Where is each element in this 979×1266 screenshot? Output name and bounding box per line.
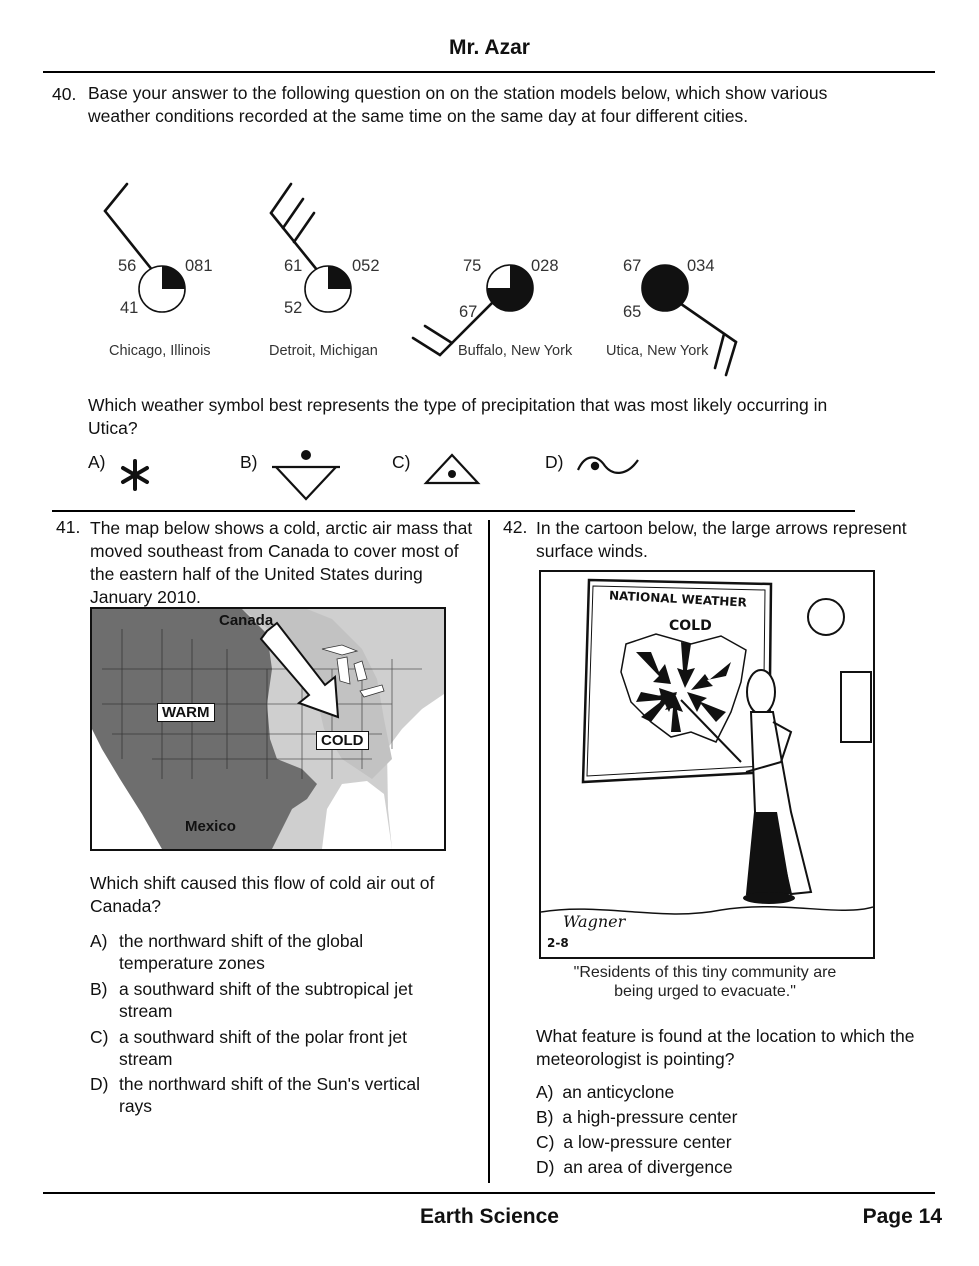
buffalo-temp: 75	[463, 257, 482, 275]
utica-pressure: 034	[687, 257, 715, 275]
chicago-temp: 56	[118, 257, 137, 275]
q41-choice-c-text-cont: stream	[119, 1049, 173, 1069]
q41-choice-c-text: a southward shift of the polar front jet	[119, 1027, 407, 1047]
column-divider	[488, 520, 490, 1183]
map-label-warm: WARM	[157, 703, 215, 722]
q41-number: 41.	[56, 517, 81, 537]
cold-air-map	[90, 607, 446, 851]
q40-bottom-rule	[52, 510, 855, 512]
q42-number: 42.	[503, 517, 528, 537]
utica-dewpoint: 65	[623, 303, 642, 321]
detroit-city-label: Detroit, Michigan	[269, 343, 378, 359]
q42-choice-c-label: C)	[536, 1132, 555, 1152]
map-label-mexico: Mexico	[185, 818, 236, 835]
buffalo-pressure: 028	[531, 257, 559, 275]
q42-choice-a-text: an anticyclone	[562, 1082, 675, 1102]
cartoon-board-cold: COLD	[669, 618, 712, 634]
footer-page-number: Page 14	[862, 1205, 942, 1228]
snow-asterisk-icon[interactable]	[118, 458, 152, 492]
q42-question: What feature is found at the location to which the meteorologist is pointing?	[536, 1026, 915, 1069]
utica-temp: 67	[623, 257, 642, 275]
detroit-temp: 61	[284, 257, 303, 275]
q40-choice-c-label[interactable]: C)	[392, 452, 411, 472]
cartoon-caption-line2: being urged to evacuate."	[614, 983, 796, 1000]
q40-question: Which weather symbol best represents the type of precipitation that was most likely occurring in Utica?	[88, 395, 828, 438]
q42-choice-b-text: a high-pressure center	[562, 1107, 738, 1127]
hail-icon[interactable]	[423, 452, 481, 486]
cartoon-signature: Wagner	[563, 912, 626, 931]
q41-choice-a-text-cont: temperature zones	[119, 953, 265, 973]
q42-choice-a-label: A)	[536, 1082, 554, 1102]
q41-choice-c-label: C)	[90, 1027, 109, 1047]
q40-choice-d-label[interactable]: D)	[545, 452, 564, 472]
page-header-title: Mr. Azar	[449, 36, 530, 59]
q42-choice-a[interactable]	[536, 1081, 926, 1103]
q41-choice-a-label: A)	[90, 931, 108, 951]
q41-choice-b-label: B)	[90, 979, 108, 999]
footer-subject: Earth Science	[420, 1205, 559, 1228]
header-rule	[43, 71, 935, 73]
q41-choice-d-text-cont: rays	[119, 1096, 153, 1116]
q42-choice-b[interactable]	[536, 1106, 926, 1128]
q41-choice-b-text-cont: stream	[119, 1001, 173, 1021]
map-label-cold: COLD	[316, 731, 369, 750]
q41-choice-d-label: D)	[90, 1074, 109, 1094]
footer-rule	[43, 1192, 935, 1194]
q40-prompt: Base your answer to the following question on on the station models below, which show various weather conditions recorded at the same time on the same day at four different cities.	[88, 83, 828, 126]
q42-choice-c[interactable]	[536, 1131, 926, 1153]
q42-choice-d-text: an area of divergence	[563, 1157, 733, 1177]
cartoon-board-title: NATIONAL WEATHER	[608, 588, 748, 610]
q40-choice-b-label[interactable]: B)	[240, 452, 258, 472]
freezing-rain-icon[interactable]	[575, 452, 641, 478]
chicago-city-label: Chicago, Illinois	[109, 343, 211, 359]
detroit-dewpoint: 52	[284, 299, 303, 317]
q41-choice-b-text: a southward shift of the subtropical jet	[119, 979, 413, 999]
cartoon-date: 2-8	[547, 936, 569, 950]
q42-choice-c-text: a low-pressure center	[563, 1132, 732, 1152]
q42-choice-b-label: B)	[536, 1107, 554, 1127]
chicago-dewpoint: 41	[120, 299, 139, 317]
q41-choice-d-text: the northward shift of the Sun's vertical	[119, 1074, 420, 1094]
detroit-pressure: 052	[352, 257, 380, 275]
utica-city-label: Utica, New York	[606, 343, 709, 359]
cartoon-caption-line1: "Residents of this tiny community are	[573, 964, 837, 981]
q41-choice-a-text: the northward shift of the global	[119, 931, 364, 951]
q41-question: Which shift caused this flow of cold air out of Canada?	[90, 873, 435, 916]
buffalo-city-label: Buffalo, New York	[458, 343, 573, 359]
map-label-canada: Canada	[219, 612, 274, 629]
q41-prompt: The map below shows a cold, arctic air mass that moved southeast from Canada to cover most of the eastern half of the United States during January 2010.	[90, 518, 473, 607]
rain-shower-icon[interactable]	[270, 448, 342, 502]
weather-cartoon	[539, 570, 875, 959]
q42-choice-d-label: D)	[536, 1157, 555, 1177]
chicago-pressure: 081	[185, 257, 213, 275]
q40-number: 40.	[52, 84, 77, 104]
q40-choice-a-label[interactable]: A)	[88, 452, 106, 472]
q42-choice-d[interactable]	[536, 1156, 926, 1178]
q42-prompt: In the cartoon below, the large arrows represent surface winds.	[536, 518, 907, 561]
buffalo-dewpoint: 67	[459, 303, 478, 321]
